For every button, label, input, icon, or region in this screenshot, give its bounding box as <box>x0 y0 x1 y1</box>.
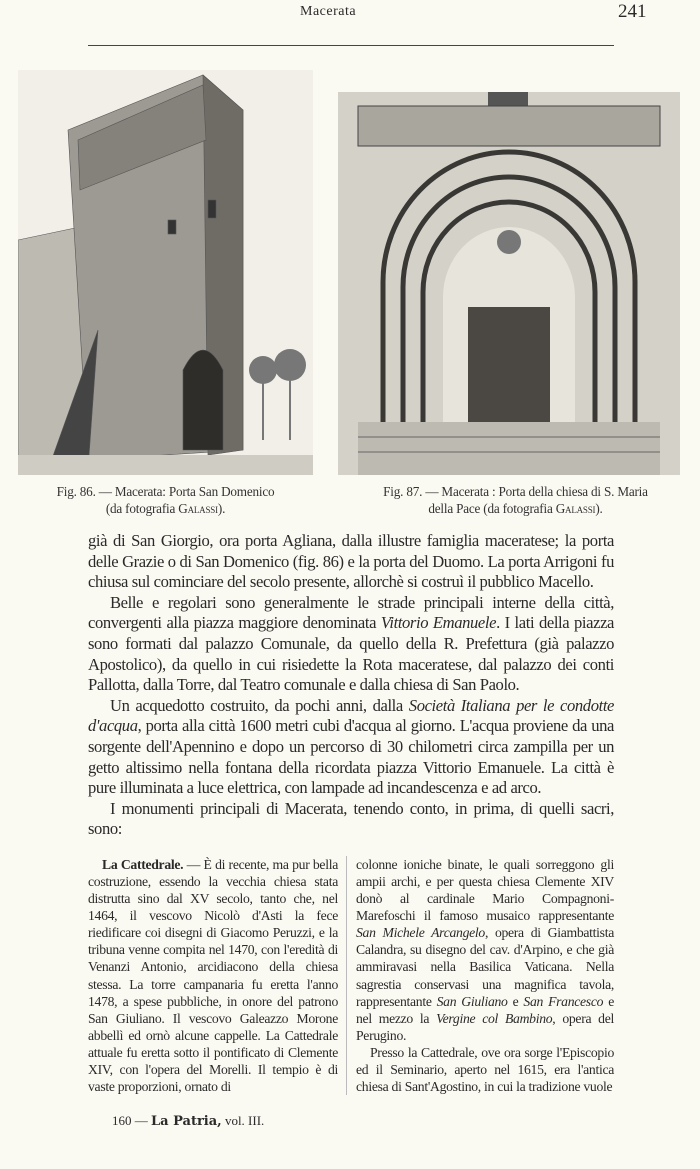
body-text <box>88 531 614 840</box>
right-column <box>347 856 614 1095</box>
running-header: Macerata <box>300 4 357 19</box>
paragraph: I monumenti principali di Macerata, tenendo conto, in prima, di quelli sacri, sono: <box>88 798 614 839</box>
two-column-section <box>88 856 614 1095</box>
signature-footer: 160 — La Patria, vol. III. <box>112 1113 265 1130</box>
section-heading: La Cattedrale. <box>102 856 184 872</box>
figure-86-caption: Fig. 86. — Macerata: Porta San Domenico (da fotografia Galassi). <box>56 484 275 516</box>
paragraph: colonne ioniche binate, le quali sorreggono gli ampii archi, e per questa chiesa Clemente XIV donò al cardinale Mario Compagnoni-Marefoschi il famoso musaico rappresentante San Michele Arcangelo, opera di Giambattista Calandra, su disegno del cav. d'Arpino, e che già ammiravasi nella Basilica Vaticana. Nella sagrestia conservasi una magnifica tavola, rappresentante San Giuliano e San Francesco e nel mezzo la Vergine col Bambino, opera del Perugino. <box>356 856 614 1043</box>
paragraph: Presso la Cattedrale, ove ora sorge l'Episcopio ed il Seminario, aperto nel 1615, era l'antica chiesa di Sant'Agostino, in cui la tradizione vuole <box>356 1044 614 1095</box>
captions-row <box>18 483 688 517</box>
left-column <box>88 856 346 1095</box>
page-number: 241 <box>618 1 647 22</box>
paragraph: Un acquedotto costruito, da pochi anni, dalla Società Italiana per le condotte d'acqua, porta alla città 1600 metri cubi d'acqua al giorno. L'acqua proviene da una sorgente dell'Apennino e dopo un percorso di 30 chilometri circa zampilla per un getto altissimo nella fontana della ricordata piazza Vittorio Emanuele. La città è pure illuminata a luce elettrica, con lampade ad incandescenza e ad arco. <box>88 695 614 798</box>
figure-87-caption: Fig. 87. — Macerata : Porta della chiesa di S. Maria della Pace (da fotografia Galassi). <box>383 484 648 516</box>
paragraph: Belle e regolari sono generalmente le strade principali interne della città, convergenti alla piazza maggiore denominata Vittorio Emanuele. I lati della piazza sono formati dal palazzo Comunale, da quello della R. Prefettura (già palazzo Apostolico), da quello in cui risiedette la Rota maceratese, dal palazzo dei conti Pallotta, dalla Torre, dal Teatro comunale e dalla chiesa di San Paolo. <box>88 592 614 695</box>
paragraph: già di San Giorgio, ora porta Agliana, dalla illustre famiglia maceratese; la porta delle Grazie o di San Domenico (fig. 86) e la porta del Duomo. La porta Arrigoni fu chiusa sul cominciare del secolo presente, allorchè si costruì il pubblico Macello. <box>88 531 614 592</box>
paragraph: La Cattedrale. — È di recente, ma pur bella costruzione, essendo la vecchia chiesa stata distrutta sino dal XV secolo, tanto che, nel 1464, il vescovo Nicolò d'Asti la fece riedificare coi disegni di Giacomo Peruzzi, e la tribuna venne compita nel 1470, con l'eredità di Venanzi Antonio, arcidiacono della chiesa stessa. La torre campanaria fu eretta l'anno 1478, a spese pubbliche, in onore del patrono San Giuliano. Il vescovo Galeazzo Morone abbellì ed ornò alcune cappelle. La Cattedrale attuale fu eretta sotto il pontificato di Clemente XIV, con l'opera del Morelli. Il tempio è di vaste proporzioni, ornato di <box>88 856 338 1095</box>
